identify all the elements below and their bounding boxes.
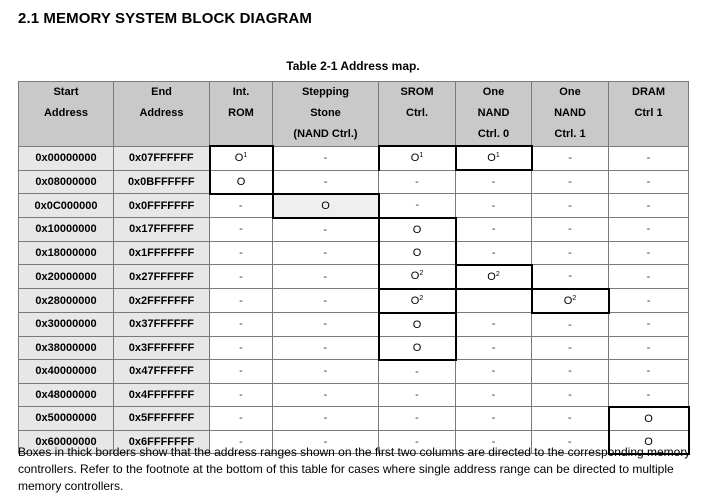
controller-cell: [379, 218, 456, 242]
column-header-line: DRAM: [632, 86, 665, 98]
column-header-line: One: [559, 86, 581, 98]
controller-cell: [210, 218, 273, 242]
table-row: [19, 289, 689, 313]
controller-cell: [532, 360, 609, 384]
mapping-mark: -: [646, 199, 651, 212]
controller-cell: [273, 146, 379, 170]
controller-cell: [532, 170, 609, 194]
column-header-line: Ctrl.: [406, 107, 428, 119]
mapping-mark: -: [646, 341, 651, 354]
mapping-mark: O: [236, 175, 246, 188]
start-address-cell: 0x0C000000: [19, 194, 114, 218]
mapping-mark: -: [567, 435, 572, 448]
mapping-mark: -: [239, 318, 243, 331]
column-header-line: Address: [43, 107, 89, 119]
mapping-mark: -: [491, 435, 496, 448]
start-address-cell: 0x28000000: [19, 289, 114, 313]
address-map-table: [18, 81, 690, 455]
table-row: [19, 241, 689, 265]
column-header-line: Ctrl. 0: [477, 128, 510, 140]
table-row: [19, 383, 689, 407]
controller-cell: [609, 360, 689, 384]
start-address-cell: 0x18000000: [19, 241, 114, 265]
mapping-mark: -: [491, 223, 496, 236]
controller-cell: [532, 194, 609, 218]
controller-cell: [379, 241, 456, 265]
mapping-mark: -: [239, 365, 243, 378]
table-row: [19, 313, 689, 337]
controller-cell: [456, 218, 532, 242]
mapping-mark: -: [568, 223, 572, 236]
controller-cell: [273, 170, 379, 194]
mapping-mark: -: [415, 365, 419, 378]
controller-cell: [379, 360, 456, 384]
end-address-cell: 0x37FFFFFF: [114, 313, 210, 337]
controller-cell: [379, 146, 456, 170]
mapping-mark: -: [568, 270, 573, 283]
controller-cell: [532, 146, 609, 170]
controller-cell: [456, 170, 532, 194]
footnote-marker: 2: [572, 294, 577, 302]
controller-cell: [379, 289, 456, 313]
mapping-mark: -: [491, 412, 496, 425]
mapping-mark: -: [567, 412, 572, 425]
mapping-mark: O: [644, 412, 653, 425]
controller-cell: [273, 241, 379, 265]
controller-cell: [609, 383, 689, 407]
controller-cell: [532, 313, 609, 337]
mapping-mark: O: [410, 270, 420, 283]
end-address-cell: 0x07FFFFFF: [114, 146, 210, 170]
end-address-cell: 0x17FFFFFF: [114, 218, 210, 242]
mapping-mark: O: [412, 223, 422, 236]
mapping-mark: -: [238, 199, 243, 212]
end-address-cell: 0x4FFFFFFF: [114, 383, 210, 407]
mapping-mark: -: [323, 365, 328, 378]
mapping-mark: O: [412, 341, 422, 354]
mapping-mark: -: [415, 175, 419, 188]
end-address-cell: 0x1FFFFFFF: [114, 241, 210, 265]
column-header-line: Stepping: [301, 86, 350, 98]
controller-cell: [609, 170, 689, 194]
mapping-mark: O: [487, 152, 496, 164]
start-address-cell: 0x10000000: [19, 218, 114, 242]
column-header: [532, 82, 609, 147]
table-header-row: [19, 82, 689, 147]
mapping-mark: -: [568, 199, 572, 212]
column-header-line: Int.: [232, 86, 250, 98]
column-header-line: NAND: [554, 107, 586, 119]
mapping-mark: -: [323, 175, 328, 188]
mapping-mark: -: [323, 294, 328, 307]
column-header: [114, 82, 210, 147]
footnote-marker: 1: [419, 152, 424, 160]
mapping-mark: -: [568, 341, 572, 354]
mapping-mark: -: [491, 341, 496, 354]
column-header: [456, 82, 532, 147]
controller-cell: [273, 265, 379, 289]
controller-cell: [456, 336, 532, 360]
controller-cell: [609, 407, 689, 431]
controller-cell: [273, 194, 379, 218]
controller-cell: [210, 289, 273, 313]
controller-cell: [379, 407, 456, 431]
controller-cell: [609, 336, 689, 360]
controller-cell: [273, 218, 379, 242]
controller-cell: [609, 146, 689, 170]
mapping-mark: -: [323, 318, 328, 331]
column-header: [19, 82, 114, 147]
end-address-cell: 0x0BFFFFFF: [114, 170, 210, 194]
controller-cell: [273, 407, 379, 431]
start-address-cell: 0x30000000: [19, 313, 114, 337]
mapping-mark: -: [491, 388, 496, 401]
controller-cell: [532, 265, 609, 289]
mapping-mark: O: [321, 199, 330, 212]
column-header-line: Ctrl 1: [634, 107, 663, 119]
column-header: [210, 82, 273, 147]
mapping-mark: -: [323, 152, 328, 164]
mapping-mark: -: [491, 246, 496, 259]
column-header-line: Stone: [310, 107, 341, 119]
controller-cell: [456, 289, 532, 313]
mapping-mark: -: [646, 270, 651, 283]
controller-cell: [532, 383, 609, 407]
controller-cell: [379, 265, 456, 289]
column-header-line: Start: [53, 86, 79, 98]
controller-cell: [609, 289, 689, 313]
controller-cell: [532, 218, 609, 242]
mapping-mark: -: [239, 341, 243, 354]
table-row: [19, 360, 689, 384]
controller-cell: [379, 383, 456, 407]
controller-cell: [210, 407, 273, 431]
controller-cell: [210, 170, 273, 194]
controller-cell: [532, 407, 609, 431]
footnote-marker: 2: [419, 294, 424, 302]
column-header-line: End: [151, 86, 172, 98]
controller-cell: [210, 313, 273, 337]
column-header-line: Ctrl. 1: [554, 128, 586, 140]
mapping-mark: O: [410, 152, 420, 165]
table-row: [19, 407, 689, 431]
controller-cell: [609, 265, 689, 289]
controller-cell: [609, 241, 689, 265]
mapping-mark: O: [487, 270, 496, 283]
controller-cell: [532, 336, 609, 360]
mapping-mark: -: [568, 365, 572, 378]
controller-cell: [273, 313, 379, 337]
table-row: [19, 218, 689, 242]
end-address-cell: 0x27FFFFFF: [114, 265, 210, 289]
mapping-mark: -: [646, 365, 651, 378]
controller-cell: [379, 336, 456, 360]
column-header-line: (NAND Ctrl.): [293, 128, 358, 140]
controller-cell: [456, 265, 532, 289]
column-header-line: ROM: [228, 107, 254, 119]
mapping-mark: -: [646, 388, 651, 401]
controller-cell: [609, 218, 689, 242]
column-header-line: Address: [139, 107, 184, 119]
mapping-mark: -: [323, 341, 328, 354]
footnote-marker: 2: [419, 270, 424, 278]
mapping-mark: -: [323, 270, 328, 283]
controller-cell: [609, 313, 689, 337]
column-header: [379, 82, 456, 147]
mapping-mark: -: [568, 175, 572, 188]
mapping-mark: -: [415, 435, 419, 448]
controller-cell: [210, 194, 273, 218]
column-header-line: NAND: [477, 107, 510, 119]
mapping-mark: -: [568, 318, 572, 331]
mapping-mark: -: [239, 294, 243, 307]
controller-cell: [456, 383, 532, 407]
start-address-cell: 0x38000000: [19, 336, 114, 360]
start-address-cell: 0x48000000: [19, 383, 114, 407]
mapping-mark: O: [410, 294, 420, 307]
mapping-mark: -: [323, 435, 328, 448]
column-header-line: SROM: [400, 86, 434, 98]
controller-cell: [210, 146, 273, 170]
end-address-cell: 0x3FFFFFFF: [114, 336, 210, 360]
controller-cell: [210, 360, 273, 384]
footnote-marker: 2: [495, 270, 500, 278]
controller-cell: [210, 336, 273, 360]
table-row: [19, 170, 689, 194]
mapping-mark: -: [239, 388, 243, 401]
controller-cell: [456, 360, 532, 384]
mapping-mark: -: [568, 246, 572, 259]
end-address-cell: 0x47FFFFFF: [114, 360, 210, 384]
mapping-mark: -: [646, 318, 651, 331]
controller-cell: [456, 241, 532, 265]
controller-cell: [210, 241, 273, 265]
controller-cell: [456, 313, 532, 337]
controller-cell: [379, 170, 456, 194]
column-header: [609, 82, 689, 147]
controller-cell: [379, 313, 456, 337]
section-title: 2.1 MEMORY SYSTEM BLOCK DIAGRAM: [18, 10, 312, 27]
mapping-mark: -: [646, 223, 651, 236]
controller-cell: [379, 194, 456, 218]
mapping-mark: O: [412, 318, 422, 331]
table-row: [19, 336, 689, 360]
end-address-cell: 0x2FFFFFFF: [114, 289, 210, 313]
controller-cell: [210, 383, 273, 407]
column-header-line: One: [482, 86, 505, 98]
controller-cell: [532, 241, 609, 265]
table-footnote: Boxes in thick borders show that the address ranges shown on the first two columns are directed to the corresponding memory controllers. Refer to the footnote at the bottom of this table for cases where single address range can be directed to multiple memory controllers.: [18, 445, 691, 493]
controller-cell: [456, 194, 532, 218]
mapping-mark: O: [563, 294, 573, 307]
controller-cell: [532, 289, 609, 313]
mapping-mark: O: [412, 246, 422, 259]
mapping-mark: -: [323, 412, 328, 425]
mapping-mark: -: [646, 294, 651, 307]
controller-cell: [273, 360, 379, 384]
controller-cell: [273, 289, 379, 313]
controller-cell: [456, 146, 532, 170]
mapping-mark: -: [239, 435, 243, 448]
mapping-mark: -: [239, 412, 243, 425]
controller-cell: [609, 194, 689, 218]
mapping-mark: -: [323, 388, 328, 401]
start-address-cell: 0x20000000: [19, 265, 114, 289]
end-address-cell: 0x6FFFFFFF: [114, 430, 210, 454]
start-address-cell: 0x00000000: [19, 146, 114, 170]
mapping-mark: -: [415, 412, 419, 425]
mapping-mark: -: [646, 246, 651, 259]
controller-cell: [210, 265, 273, 289]
controller-cell: [273, 383, 379, 407]
mapping-mark: -: [323, 223, 328, 236]
mapping-mark: -: [568, 388, 572, 401]
footnote-marker: 1: [243, 152, 248, 160]
mapping-mark: O: [644, 435, 653, 448]
table-row: [19, 265, 689, 289]
table-row: [19, 194, 689, 218]
start-address-cell: 0x50000000: [19, 407, 114, 431]
mapping-mark: -: [646, 175, 651, 188]
mapping-mark: -: [568, 152, 573, 164]
mapping-mark: -: [491, 199, 496, 212]
mapping-mark: -: [491, 318, 496, 331]
mapping-mark: -: [491, 365, 496, 378]
mapping-mark: -: [239, 223, 243, 236]
end-address-cell: 0x0FFFFFFF: [114, 194, 210, 218]
end-address-cell: 0x5FFFFFFF: [114, 407, 210, 431]
table-row: [19, 146, 689, 170]
table-body: [19, 146, 689, 454]
mapping-mark: -: [491, 176, 496, 188]
mapping-mark: -: [239, 270, 243, 283]
mapping-mark: -: [415, 199, 420, 212]
mapping-mark: O: [234, 152, 244, 165]
start-address-cell: 0x60000000: [19, 430, 114, 454]
footnote-marker: 1: [495, 152, 500, 159]
mapping-mark: -: [239, 246, 243, 259]
controller-cell: [273, 336, 379, 360]
mapping-mark: -: [415, 388, 419, 401]
start-address-cell: 0x08000000: [19, 170, 114, 194]
table-caption: Table 2-1 Address map.: [286, 59, 420, 73]
column-header: [273, 82, 379, 147]
controller-cell: [456, 407, 532, 431]
mapping-mark: -: [323, 246, 328, 259]
start-address-cell: 0x40000000: [19, 360, 114, 384]
mapping-mark: -: [646, 152, 651, 164]
